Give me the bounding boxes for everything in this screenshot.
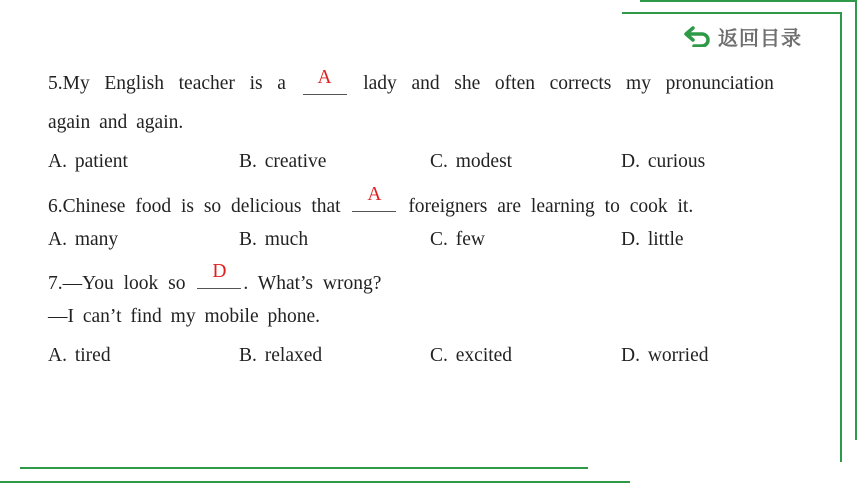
question-5-line-2: again and again. (48, 112, 184, 133)
question-5-answer: A (317, 67, 332, 88)
q5-word: lady (363, 73, 397, 94)
return-arrow-icon (684, 25, 712, 47)
question-7-option-b: B. relaxed (239, 345, 323, 366)
frame-top-line-inner (622, 12, 840, 14)
return-label: 返回目录 (718, 25, 802, 50)
frame-top-line (640, 0, 856, 2)
q7-before-blank: —You look so (62, 273, 186, 294)
question-6-answer: A (367, 184, 382, 205)
q5-word: 5.My (48, 73, 90, 94)
q5-word: my (626, 73, 651, 94)
question-5-option-b: B. creative (239, 151, 327, 172)
q5-word: English (104, 73, 164, 94)
question-7-option-c: C. excited (430, 345, 513, 366)
question-6-option-a: A. many (48, 229, 119, 250)
q5-word: pronunciation (665, 73, 774, 94)
frame-bottom-line (20, 467, 588, 469)
question-7-reply: —I can’t find my mobile phone. (48, 306, 321, 327)
q5-word: often (494, 73, 535, 94)
question-7-option-a: A. tired (48, 345, 111, 366)
question-5-option-d: D. curious (621, 151, 706, 172)
question-5-option-a: A. patient (48, 151, 128, 172)
question-5-option-c: C. modest (430, 151, 513, 172)
q6-after-blank: foreigners are learning to cook it. (408, 196, 694, 217)
question-6-option-b: B. much (239, 229, 309, 250)
frame-right-line-outer (855, 0, 857, 440)
question-7-stem: 7.—You look so D . What’s wrong? (48, 261, 382, 294)
q5-word: corrects (549, 73, 612, 94)
question-6-blank (352, 184, 396, 212)
question-6-stem: 6.Chinese food is so delicious that A foreigners are learning to cook it. (48, 184, 694, 217)
question-7-blank (197, 261, 241, 289)
question-5-line-1 (48, 67, 774, 96)
q5-word: she (454, 73, 481, 94)
return-to-contents-button[interactable] (684, 21, 802, 51)
question-6-option-c: C. few (430, 229, 485, 250)
q5-word: is (249, 73, 263, 94)
q6-before-blank: Chinese food is so delicious that (62, 196, 341, 217)
frame-right-line-inner (840, 12, 842, 462)
q7-after-blank: . What’s wrong? (243, 273, 382, 294)
question-5-blank (303, 67, 347, 95)
q5-word: teacher (178, 73, 235, 94)
question-7-answer: D (212, 261, 227, 282)
question-6-option-d: D. little (621, 229, 684, 250)
q5-word: and (411, 73, 440, 94)
q5-word: a (277, 73, 286, 94)
frame-bottom-line-lower (0, 481, 630, 483)
question-7-option-d: D. worried (621, 345, 709, 366)
